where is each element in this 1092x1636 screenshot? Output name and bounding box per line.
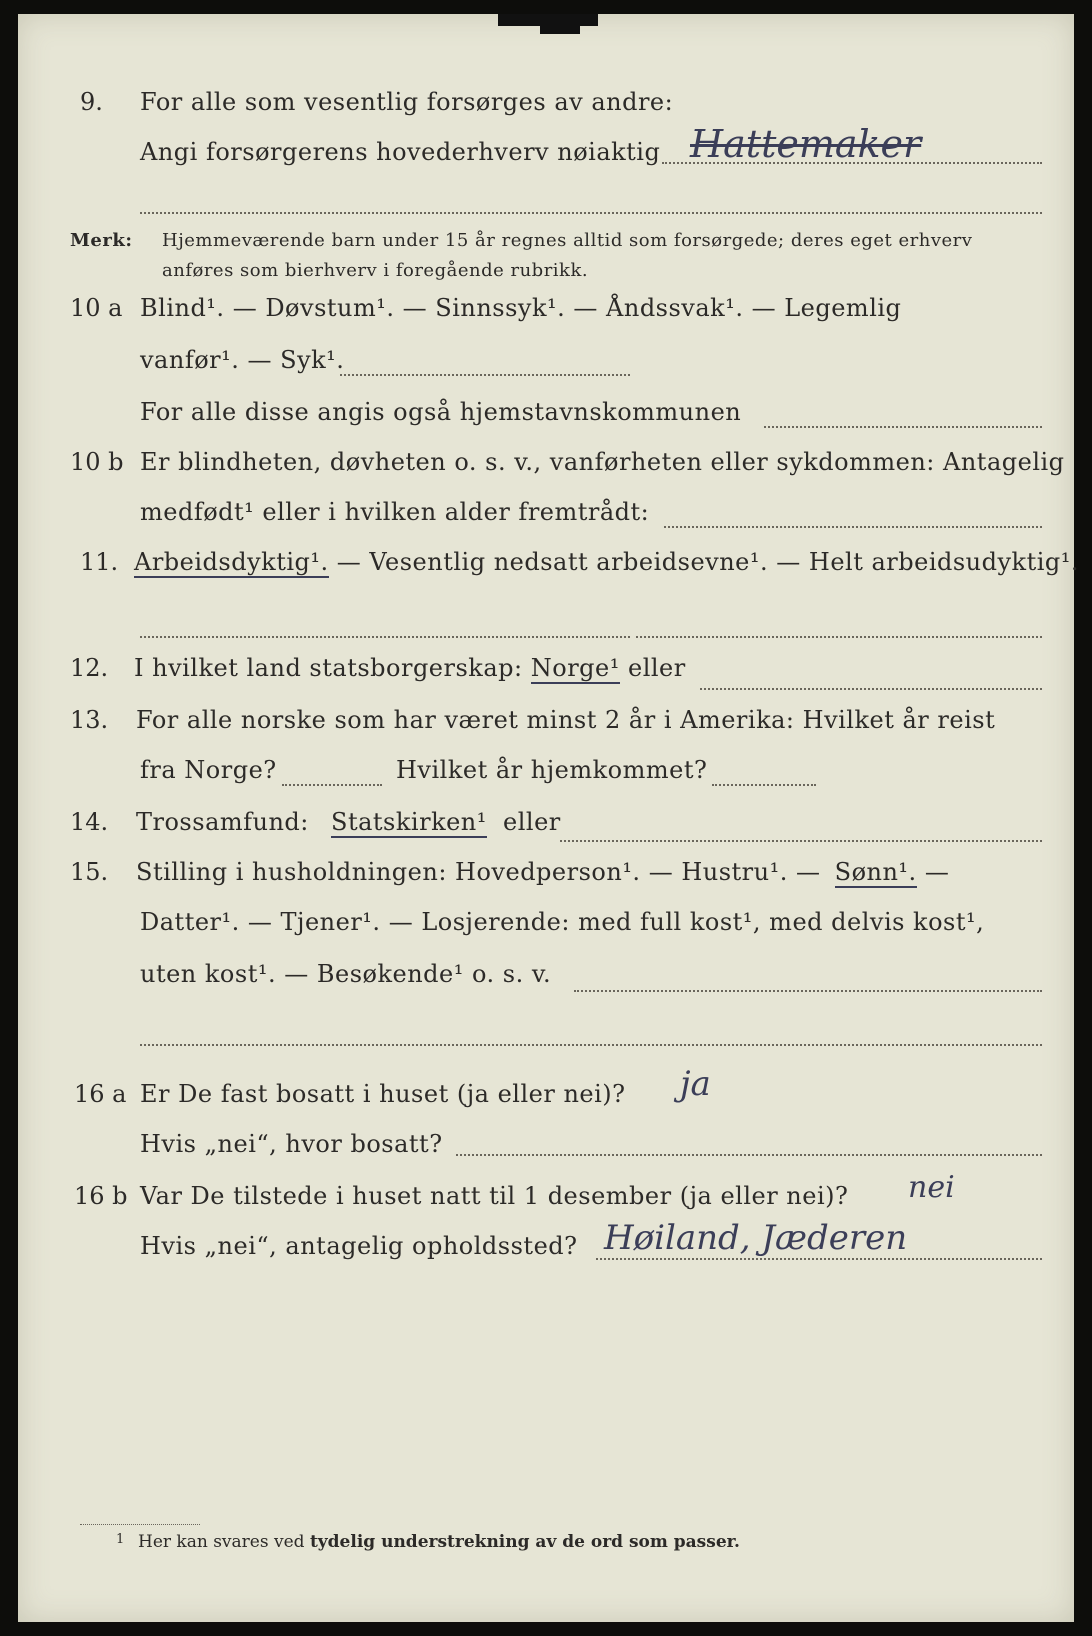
question-12-number: 12. <box>70 654 109 682</box>
question-12-text <box>134 654 686 682</box>
question-12-post: eller <box>628 654 686 682</box>
question-16a-line-1: Er De fast bosatt i huset (ja eller nei)? <box>140 1080 626 1108</box>
question-13-line-1: For alle norske som har været minst 2 år i Amerika: Hvilket år reist <box>136 706 996 734</box>
question-15-line-3: uten kost¹. — Besøkende¹ o. s. v. <box>140 960 552 988</box>
question-12-selected-option: Norge¹ <box>530 654 620 682</box>
question-9-number: 9. <box>80 88 103 116</box>
question-16a-line-2: Hvis „nei“, hvor bosatt? <box>140 1130 443 1158</box>
question-16b-number: 16 b <box>74 1182 128 1210</box>
question-10a-line-3: For alle disse angis også hjemstavnskommunen <box>140 398 742 426</box>
question-14-text <box>136 808 561 836</box>
question-16a-number: 16 a <box>74 1080 127 1108</box>
answer-line <box>456 1154 1042 1156</box>
footnote-rule <box>80 1524 200 1525</box>
question-10b-line-2: medfødt¹ eller i hvilken alder fremtrådt: <box>140 498 650 526</box>
question-14-post: eller <box>503 808 561 836</box>
footnote-text-bold: tydelig understrekning av de ord som passer. <box>309 1532 740 1552</box>
question-11-options <box>134 548 1079 576</box>
answer-line <box>636 636 1042 638</box>
question-13-number: 13. <box>70 706 109 734</box>
question-10b-number: 10 b <box>70 448 124 476</box>
question-9-answer: Hattemaker <box>690 122 922 166</box>
footnote-text <box>138 1532 740 1552</box>
answer-line <box>712 784 816 786</box>
question-15-selected-option: Sønn¹. <box>834 858 917 886</box>
question-15-line-1-text: Stilling i husholdningen: Hovedperson¹. — Hustru¹. — <box>136 858 821 886</box>
question-9-line-2: Angi forsørgerens hovederhverv nøiaktig <box>140 138 661 166</box>
question-11-other-options: — Vesentlig nedsatt arbeidsevne¹. — Helt arbeidsudyktig¹. <box>336 548 1080 576</box>
answer-line <box>664 526 1042 528</box>
answer-line <box>764 426 1042 428</box>
answer-line <box>140 1044 1042 1046</box>
question-13-line-2b: Hvilket år hjemkommet? <box>396 756 708 784</box>
question-16b-answer-2: Høiland, Jæderen <box>604 1218 908 1258</box>
question-10a-line-1: Blind¹. — Døvstum¹. — Sinnssyk¹. — Åndssvak¹. — Legemlig <box>140 294 902 322</box>
answer-line <box>560 840 1042 842</box>
question-12-prompt: I hvilket land statsborgerskap: <box>134 654 523 682</box>
question-16b-answer: nei <box>908 1170 955 1205</box>
footnote-mark: 1 <box>116 1532 125 1547</box>
question-11-selected-option: Arbeidsdyktig¹. <box>134 548 329 576</box>
question-15-line-1-end: — <box>924 858 950 886</box>
question-10a-number: 10 a <box>70 294 123 322</box>
footnote-text-plain: Her kan svares ved <box>138 1532 305 1552</box>
answer-line <box>340 374 630 376</box>
answer-line <box>700 688 1042 690</box>
question-15-number: 15. <box>70 858 109 886</box>
question-9-line-1: For alle som vesentlig forsørges av andre: <box>140 88 674 116</box>
answer-line <box>140 636 630 638</box>
answer-line <box>574 990 1042 992</box>
question-16b-line-2: Hvis „nei“, antagelig opholdssted? <box>140 1232 578 1260</box>
question-10a-line-2: vanfør¹. — Syk¹. <box>140 346 345 374</box>
question-11-number: 11. <box>80 548 119 576</box>
question-14-number: 14. <box>70 808 109 836</box>
question-14-selected-option: Statskirken¹ <box>331 808 487 836</box>
answer-line <box>140 212 1042 214</box>
question-15-line-1 <box>136 858 949 886</box>
answer-line <box>596 1258 1042 1260</box>
question-15-line-2: Datter¹. — Tjener¹. — Losjerende: med full kost¹, med delvis kost¹, <box>140 908 985 936</box>
note-label: Merk: <box>70 230 133 251</box>
answer-line <box>282 784 382 786</box>
question-13-line-2a: fra Norge? <box>140 756 277 784</box>
paper-notch <box>540 24 580 34</box>
note-line-2: anføres som bierhverv i foregående rubrikk. <box>162 260 589 281</box>
question-10b-line-1: Er blindheten, døvheten o. s. v., vanførheten eller sykdommen: Antagelig <box>140 448 1065 476</box>
note-line-1: Hjemmeværende barn under 15 år regnes alltid som forsørgede; deres eget erhverv <box>162 230 973 251</box>
question-16b-line-1: Var De tilstede i huset natt til 1 desember (ja eller nei)? <box>140 1182 849 1210</box>
question-16a-answer: ja <box>680 1064 711 1104</box>
question-14-prompt: Trossamfund: <box>136 808 309 836</box>
